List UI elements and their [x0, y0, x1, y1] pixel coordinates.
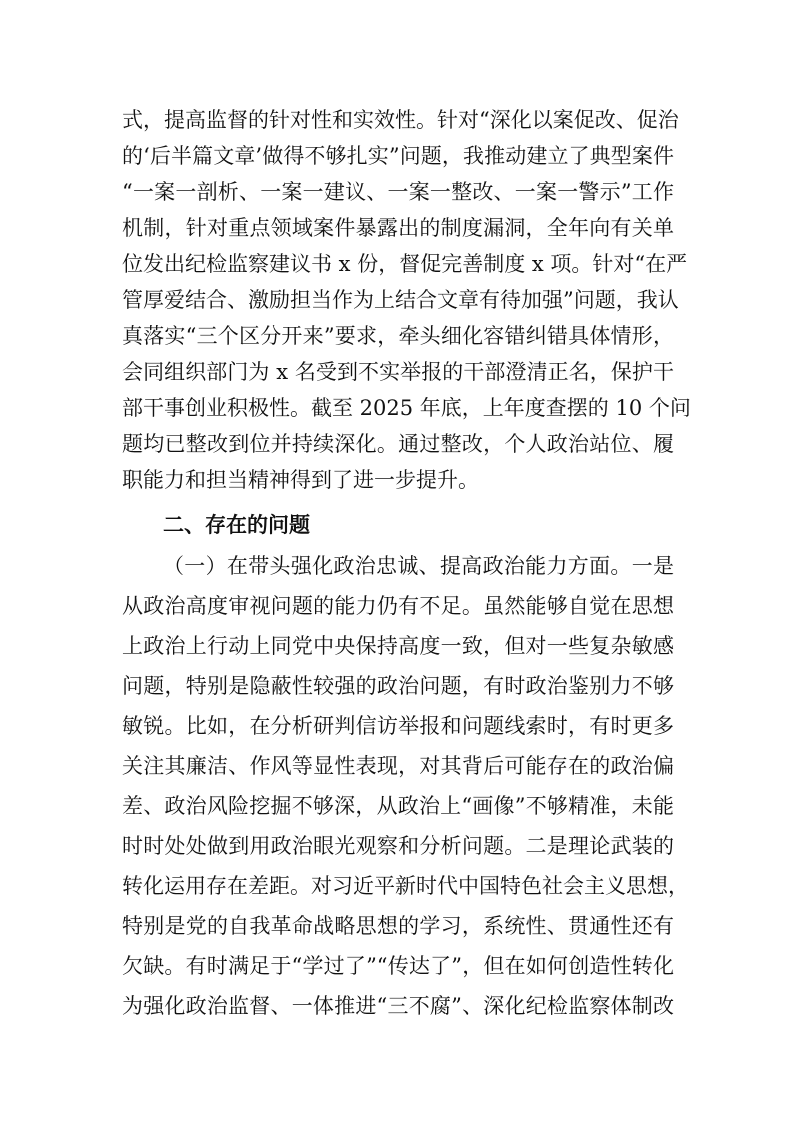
paragraph-1-line-7: 真落实“三个区分开来”要求，牵头细化容错纠错具体情形， — [122, 324, 674, 348]
paragraph-1-line-4: 机制，针对重点领域案件暴露出的制度漏洞，全年向有关单 — [122, 216, 674, 240]
paragraph-2-line-2: 从政治高度审视问题的能力仍有不足。虽然能够自觉在思想 — [122, 594, 674, 618]
paragraph-1-line-10: 题均已整改到位并持续深化。通过整改，个人政治站位、履 — [122, 432, 674, 456]
paragraph-2-line-8: 时时处处做到用政治眼光观察和分析问题。二是理论武装的 — [122, 834, 674, 858]
paragraph-2-line-9: 转化运用存在差距。对习近平新时代中国特色社会主义思想， — [122, 874, 689, 898]
paragraph-1-line-11: 职能力和担当精神得到了进一步提升。 — [122, 468, 479, 492]
paragraph-1-line-8: 会同组织部门为 x 名受到不实举报的干部澄清正名，保护干 — [122, 360, 674, 384]
paragraph-2-line-10: 特别是党的自我革命战略思想的学习，系统性、贯通性还有 — [122, 914, 674, 938]
paragraph-2-line-3: 上政治上行动上同党中央保持高度一致，但对一些复杂敏感 — [122, 634, 674, 658]
paragraph-2-line-6: 关注其廉洁、作风等显性表现，对其背后可能存在的政治偏 — [122, 754, 674, 778]
paragraph-1-line-5: 位发出纪检监察建议书 x 份，督促完善制度 x 项。针对“在严 — [122, 252, 688, 276]
paragraph-1-line-6: 管厚爱结合、激励担当作为上结合文章有待加强”问题，我认 — [122, 288, 679, 312]
paragraph-1-line-1: 式，提高监督的针对性和实效性。针对“深化以案促改、促治 — [122, 108, 679, 132]
paragraph-2-line-4: 问题，特别是隐蔽性较强的政治问题，有时政治鉴别力不够 — [122, 674, 674, 698]
paragraph-1-line-9: 部干事创业积极性。截至 2025 年底，上年度查摆的 10 个问 — [122, 396, 691, 420]
paragraph-1-line-2: 的‘后半篇文章’做得不够扎实”问题，我推动建立了典型案件 — [122, 144, 674, 168]
paragraph-2-line-5: 敏锐。比如，在分析研判信访举报和问题线索时，有时更多 — [122, 714, 674, 738]
paragraph-2-line-7: 差、政治风险挖掘不够深，从政治上“画像”不够精准，未能 — [122, 794, 674, 818]
paragraph-2-line-11: 欠缺。有时满足于“学过了”“传达了”，但在如何创造性转化 — [122, 954, 674, 978]
paragraph-2-line-12: 为强化政治监督、一体推进“三不腐”、深化纪检监察体制改 — [122, 994, 674, 1018]
paragraph-2-line-1: （一）在带头强化政治忠诚、提高政治能力方面。一是 — [163, 554, 674, 578]
section-heading: 二、存在的问题 — [163, 513, 310, 537]
paragraph-1-line-3: “一案一剖析、一案一建议、一案一整改、一案一警示”工作 — [122, 180, 674, 204]
